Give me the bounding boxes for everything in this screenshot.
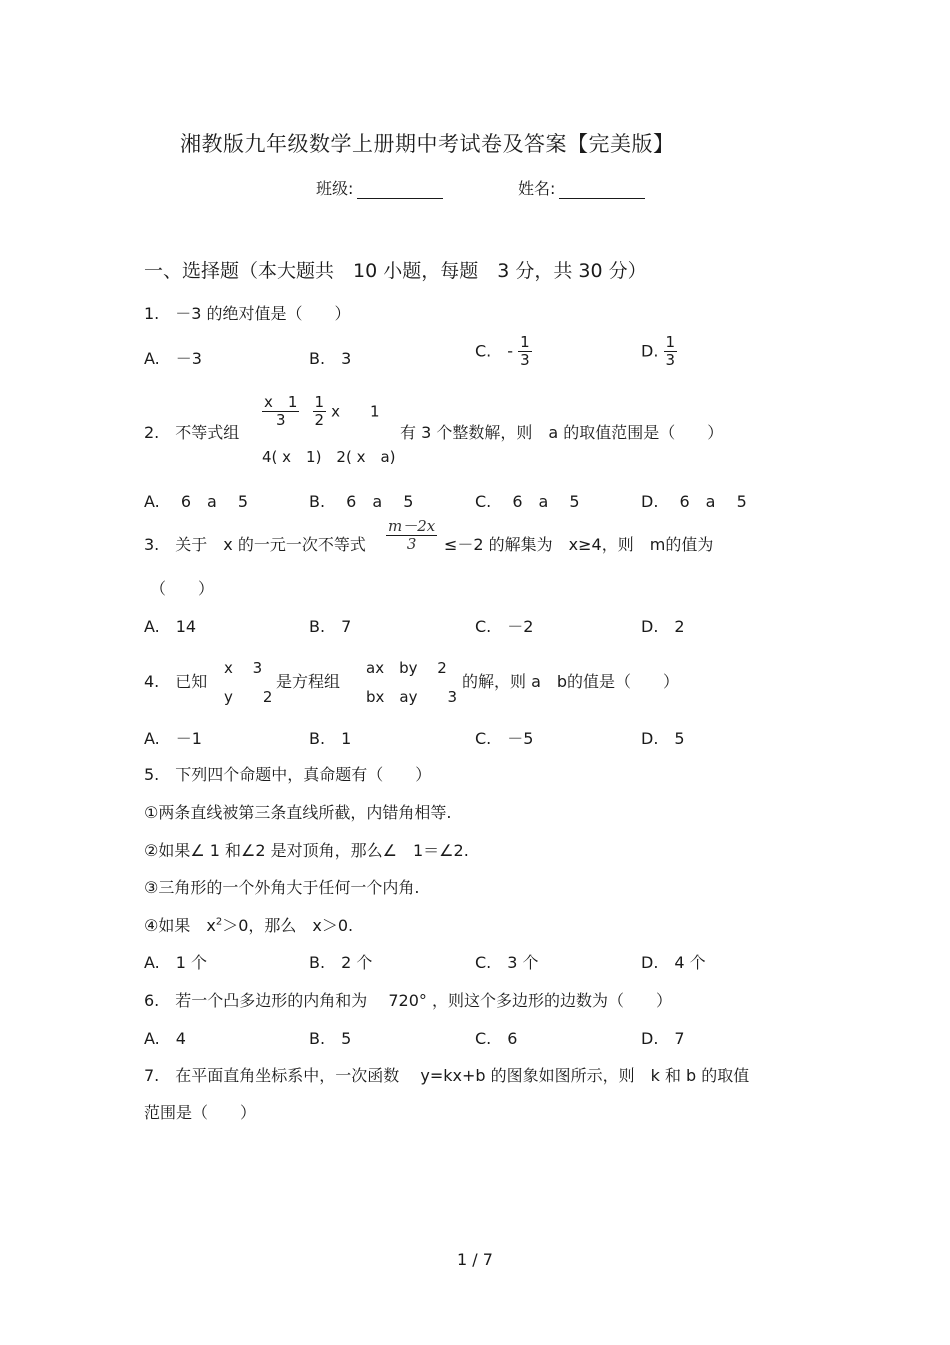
- name-label: 姓名:: [518, 179, 556, 198]
- q3-inequality-image: [386, 518, 437, 554]
- q2-frac1-num: x 1: [264, 393, 298, 411]
- q4-sys1-line2: y 2: [224, 687, 273, 706]
- q2-prefix: 2. 不等式组: [144, 423, 240, 442]
- q1-d-fraction: [664, 334, 678, 370]
- q5-s4-b: ＞0，那么 x＞0.: [222, 916, 354, 935]
- page-number: 1 / 7: [457, 1250, 493, 1269]
- q4-option-d: D. 5: [641, 729, 685, 748]
- name-blank[interactable]: [559, 182, 645, 199]
- q4-sys2-line1: ax by 2: [366, 659, 447, 677]
- q1-c-den: 3: [520, 351, 530, 370]
- q3-fraction: [386, 518, 437, 554]
- q2-line2: 4( x 1) 2( x a): [262, 448, 396, 466]
- q3-option-a: A. 14: [144, 617, 197, 636]
- q3-option-d: D. 2: [641, 617, 685, 636]
- q5-statement-1: ①两条直线被第三条直线所截，内错角相等.: [144, 803, 452, 822]
- q1-c-num: 1: [520, 333, 530, 351]
- q4-option-a: A. －1: [144, 729, 202, 748]
- q3-frac-den: 3: [406, 535, 417, 554]
- q5-stem: 5. 下列四个命题中，真命题有（ ）: [144, 765, 432, 784]
- q4-middle: 是方程组: [276, 672, 341, 691]
- class-field: [316, 176, 443, 199]
- q4-solution-system: [224, 654, 272, 711]
- q3-prefix: 3. 关于 x 的一元一次不等式: [144, 535, 366, 554]
- section-heading: 一、选择题（本大题共 10 小题，每题 3 分，共 30 分）: [144, 260, 647, 282]
- q5-statement-4: [144, 913, 353, 936]
- q2-frac2-num: 1: [314, 393, 325, 411]
- class-blank[interactable]: [357, 182, 443, 199]
- q1-option-b: B. 3: [309, 349, 352, 368]
- q7-line2: 范围是（ ）: [144, 1103, 257, 1122]
- q4-equation-system: [366, 654, 457, 711]
- name-field: [518, 176, 645, 199]
- q1-c-fraction: [518, 334, 532, 370]
- q6-option-c: C. 6: [475, 1029, 518, 1048]
- q4-sys1-line1: x 3: [224, 659, 263, 677]
- q1-d-prefix: D.: [641, 341, 659, 361]
- class-label: 班级:: [316, 179, 354, 198]
- q1-c-prefix: C. -: [475, 341, 514, 361]
- q4-suffix: 的解，则 a b的值是（ ）: [462, 672, 680, 691]
- q3-line2: （ ）: [150, 579, 215, 598]
- q5-s4-a: ④如果 x: [144, 916, 216, 935]
- q2-option-a: A. 6 a 5: [144, 492, 249, 511]
- q2-frac1: [262, 394, 299, 430]
- q4-option-c: C. －5: [475, 729, 534, 748]
- q1-option-c: [475, 334, 532, 370]
- q5-s4-sup: 2: [215, 916, 223, 928]
- q3-frac-num: m－2x: [388, 517, 436, 535]
- q1-d-num: 1: [665, 333, 676, 351]
- page-title: 湘教版九年级数学上册期中考试卷及答案【完美版】: [180, 132, 675, 156]
- q2-option-c: C. 6 a 5: [475, 492, 580, 511]
- q2-frac2-den: 2: [314, 411, 325, 430]
- q1-d-den: 3: [665, 351, 676, 370]
- q6-option-d: D. 7: [641, 1029, 685, 1048]
- q5-option-c: C. 3 个: [475, 953, 539, 972]
- q5-option-d: D. 4 个: [641, 953, 706, 972]
- q3-option-c: C. －2: [475, 617, 534, 636]
- q5-option-a: A. 1 个: [144, 953, 208, 972]
- q4-option-b: B. 1: [309, 729, 352, 748]
- q6-option-a: A. 4: [144, 1029, 186, 1048]
- q2-frac2: [313, 394, 327, 430]
- q1-option-a: A. －3: [144, 349, 202, 368]
- q3-suffix: ≤－2 的解集为 x≥4，则 m的值为: [444, 535, 714, 554]
- q2-suffix: 有 3 个整数解，则 a 的取值范围是（ ）: [400, 423, 724, 442]
- q5-statement-2: ②如果∠ 1 和∠2 是对顶角，那么∠ 1＝∠2.: [144, 841, 469, 860]
- q5-option-b: B. 2 个: [309, 953, 373, 972]
- q2-after-frac2: x 1: [331, 402, 380, 421]
- q1-option-d: [641, 334, 677, 370]
- q4-sys2-line2: bx ay 3: [366, 687, 458, 706]
- q2-frac1-den: 3: [275, 411, 286, 430]
- q3-option-b: B. 7: [309, 617, 352, 636]
- q7-line1: 7. 在平面直角坐标系中，一次函数 y=kx+b 的图象如图所示，则 k 和 b 的取值: [144, 1066, 750, 1085]
- q2-option-b: B. 6 a 5: [309, 492, 414, 511]
- q2-system: [262, 394, 380, 430]
- q6-option-b: B. 5: [309, 1029, 352, 1048]
- q4-prefix: 4. 已知: [144, 672, 208, 691]
- q1-stem: 1. －3 的绝对值是（ ）: [144, 304, 351, 323]
- q6-stem: 6. 若一个凸多边形的内角和为 720° ，则这个多边形的边数为（ ）: [144, 991, 672, 1010]
- q5-statement-3: ③三角形的一个外角大于任何一个内角.: [144, 878, 420, 897]
- q2-option-d: D. 6 a 5: [641, 492, 747, 511]
